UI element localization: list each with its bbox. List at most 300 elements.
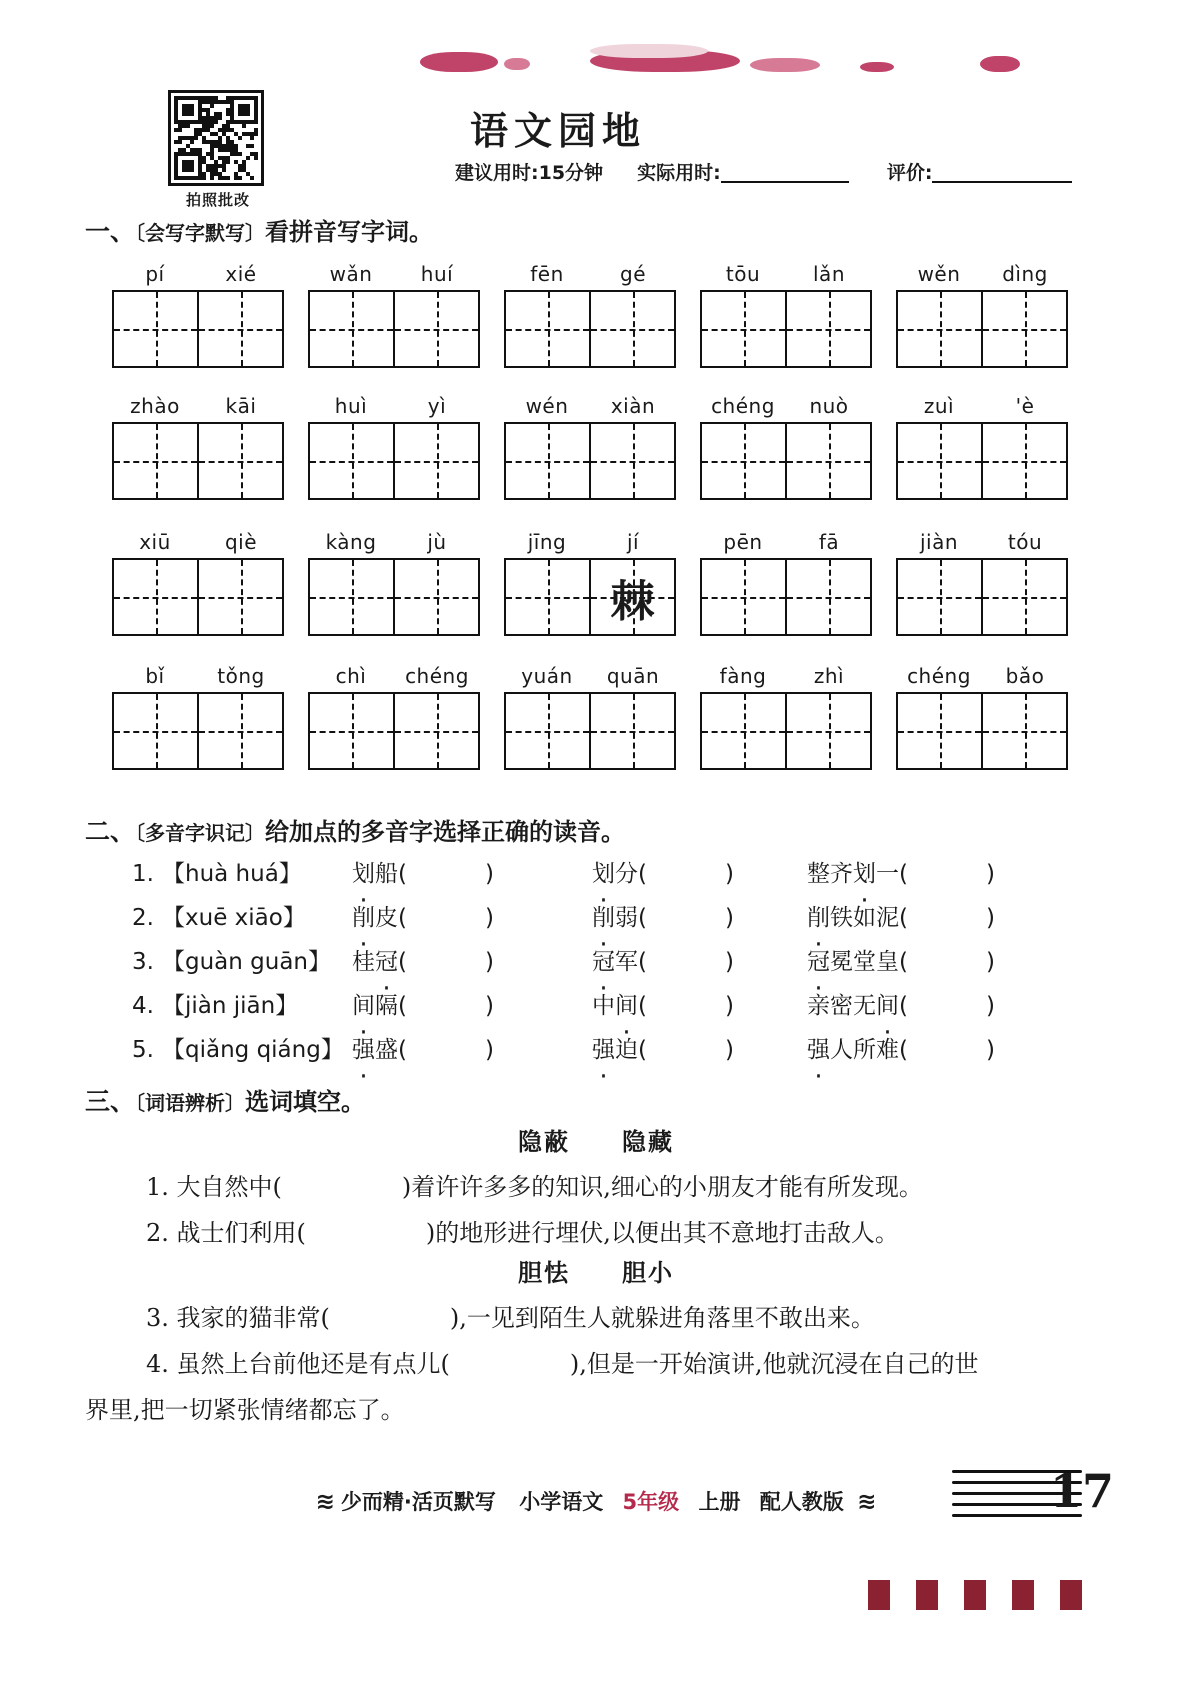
word-character: 难 bbox=[876, 1037, 899, 1063]
pinyin-word-group bbox=[896, 660, 1068, 770]
answer-paren-open: ( bbox=[398, 861, 407, 887]
pinyin-syllable: yuán bbox=[521, 664, 573, 688]
page-number: 17 bbox=[1049, 1464, 1114, 1518]
pinyin-label bbox=[896, 390, 1068, 422]
answer-paren-close: ) bbox=[985, 1037, 995, 1063]
pinyin-syllable: chéng bbox=[711, 394, 775, 418]
actual-time-input[interactable] bbox=[721, 181, 849, 183]
answer-paren-close: ) bbox=[724, 861, 734, 887]
polyphone-item bbox=[352, 899, 592, 932]
answer-paren-open: ( bbox=[638, 949, 647, 975]
section-2-number: 二、 bbox=[85, 817, 136, 846]
word-character: 冕 bbox=[830, 949, 853, 975]
tianzige-cell[interactable] bbox=[591, 424, 674, 498]
qr-code-label: 拍照批改 bbox=[185, 191, 250, 209]
pinyin-syllable: xiū bbox=[139, 530, 171, 554]
word-character: 皮 bbox=[375, 905, 398, 931]
pinyin-syllable: fā bbox=[818, 530, 840, 554]
polyphone-row bbox=[132, 987, 1092, 1020]
polyphone-item bbox=[807, 899, 995, 932]
pinyin-word-group bbox=[504, 390, 676, 500]
pinyin-syllable: qiè bbox=[224, 530, 258, 554]
footer-volume: 上册 bbox=[698, 1490, 741, 1514]
tianzige-cell[interactable] bbox=[983, 560, 1066, 634]
pinyin-syllable: tōu bbox=[725, 262, 761, 286]
tianzige-cell[interactable] bbox=[506, 292, 591, 366]
dotted-character: 间 bbox=[876, 993, 899, 1019]
pinyin-syllable: pēn bbox=[723, 530, 763, 554]
pinyin-word-group bbox=[700, 526, 872, 636]
pinyin-word-group bbox=[700, 660, 872, 770]
pinyin-label bbox=[504, 660, 676, 692]
word-character: 一 bbox=[876, 861, 899, 887]
tianzige-box-pair[interactable] bbox=[504, 692, 676, 770]
pinyin-label bbox=[504, 390, 676, 422]
answer-paren-close: ) bbox=[724, 993, 734, 1019]
pinyin-syllable: chéng bbox=[907, 664, 971, 688]
q1-suffix: )着许许多多的知识,细心的小朋友才能有所发现。 bbox=[401, 1173, 923, 1201]
answer-paren-close: ) bbox=[985, 861, 995, 887]
row-index: 3. bbox=[132, 949, 154, 975]
polyphone-item bbox=[592, 943, 807, 976]
row-index: 2. bbox=[132, 905, 154, 931]
pinyin-label bbox=[308, 526, 480, 558]
word-character: 弱 bbox=[615, 905, 638, 931]
polyphone-item bbox=[807, 855, 995, 888]
pinyin-syllable: tǒng bbox=[217, 664, 265, 688]
pinyin-syllable: xié bbox=[225, 262, 257, 286]
dotted-character: 划 bbox=[853, 861, 876, 887]
tianzige-cell[interactable] bbox=[395, 694, 478, 768]
word-option-yinbi: 隐蔽 bbox=[518, 1128, 570, 1156]
footer-subject: 小学语文 bbox=[519, 1490, 604, 1514]
row-index: 1. bbox=[132, 861, 154, 887]
rating-label: 评价: bbox=[886, 162, 933, 184]
pinyin-syllable: huì bbox=[334, 394, 368, 418]
pinyin-word-group bbox=[308, 258, 480, 368]
pinyin-word-group bbox=[896, 526, 1068, 636]
pinyin-label bbox=[700, 660, 872, 692]
tianzige-cell[interactable] bbox=[395, 560, 478, 634]
pinyin-label bbox=[308, 258, 480, 290]
answer-paren-open: ( bbox=[899, 905, 908, 931]
pinyin-label bbox=[308, 390, 480, 422]
polyphone-item bbox=[352, 943, 592, 976]
section-3-title: 选词填空。 bbox=[245, 1088, 366, 1116]
pinyin-syllable: tóu bbox=[1007, 530, 1043, 554]
word-character: 军 bbox=[615, 949, 638, 975]
q2-prefix: 2. 战士们利用( bbox=[146, 1219, 306, 1247]
tianzige-box-pair[interactable] bbox=[308, 422, 480, 500]
polyphone-item bbox=[807, 943, 995, 976]
pinyin-grid-row bbox=[112, 660, 1092, 788]
answer-paren-open: ( bbox=[398, 993, 407, 1019]
pinyin-label bbox=[112, 526, 284, 558]
word-character: 亲 bbox=[807, 993, 830, 1019]
suggested-time-label: 建议用时: bbox=[455, 162, 539, 184]
pinyin-syllable: jù bbox=[427, 530, 447, 554]
word-character: 中 bbox=[592, 993, 615, 1019]
polyphone-item bbox=[592, 899, 807, 932]
tianzige-cell[interactable] bbox=[787, 292, 870, 366]
tianzige-cell[interactable] bbox=[787, 424, 870, 498]
tianzige-cell[interactable] bbox=[591, 560, 674, 634]
section-1-heading bbox=[85, 212, 433, 248]
section-3-question-1 bbox=[146, 1167, 923, 1202]
pinyin-word-group bbox=[112, 526, 284, 636]
section-1-tag: 〔会写字默写〕 bbox=[135, 221, 266, 245]
tianzige-cell[interactable] bbox=[983, 292, 1066, 366]
pronunciation-options: 【xuē xiāo】 bbox=[162, 905, 306, 931]
dotted-character: 强 bbox=[807, 1037, 830, 1063]
pinyin-syllable: gé bbox=[620, 262, 646, 286]
tianzige-cell[interactable] bbox=[395, 424, 478, 498]
pinyin-syllable: wén bbox=[525, 394, 569, 418]
pinyin-label bbox=[896, 526, 1068, 558]
polyphone-item bbox=[592, 855, 807, 888]
dotted-character: 强 bbox=[592, 1037, 615, 1063]
word-option-danxiao: 胆小 bbox=[622, 1259, 674, 1287]
tianzige-box-pair[interactable] bbox=[112, 422, 284, 500]
word-character: 铁 bbox=[830, 905, 853, 931]
tianzige-cell[interactable] bbox=[506, 694, 591, 768]
word-character: 人 bbox=[830, 1037, 853, 1063]
pinyin-syllable: nuò bbox=[809, 394, 849, 418]
pinyin-syllable: huí bbox=[420, 262, 454, 286]
tianzige-cell[interactable] bbox=[114, 694, 199, 768]
tianzige-cell[interactable] bbox=[114, 424, 199, 498]
answer-paren-close: ) bbox=[484, 949, 494, 975]
tianzige-cell[interactable] bbox=[702, 292, 787, 366]
pinyin-syllable: pí bbox=[145, 262, 165, 286]
written-character: 棘 bbox=[610, 576, 655, 627]
word-option-yincang: 隐藏 bbox=[622, 1128, 674, 1156]
pinyin-syllable: 'è bbox=[1015, 394, 1035, 418]
pinyin-syllable: yì bbox=[427, 394, 447, 418]
tianzige-cell[interactable] bbox=[898, 292, 983, 366]
swatch-4 bbox=[1012, 1580, 1034, 1610]
pinyin-syllable: xiàn bbox=[610, 394, 656, 418]
dotted-character: 划 bbox=[592, 861, 615, 887]
pinyin-syllable: kàng bbox=[325, 530, 377, 554]
qr-code-icon[interactable] bbox=[168, 90, 264, 186]
dotted-character: 强 bbox=[352, 1037, 375, 1063]
section-3-heading bbox=[85, 1082, 365, 1118]
pinyin-label bbox=[700, 526, 872, 558]
section-3-question-2 bbox=[146, 1213, 899, 1248]
answer-paren-close: ) bbox=[985, 905, 995, 931]
pinyin-syllable: jīng bbox=[527, 530, 567, 554]
pinyin-syllable: fàng bbox=[719, 664, 767, 688]
pinyin-word-group bbox=[896, 258, 1068, 368]
dotted-character: 冠 bbox=[375, 949, 398, 975]
pinyin-label bbox=[112, 390, 284, 422]
answer-paren-open: ( bbox=[638, 861, 647, 887]
pinyin-syllable: zhào bbox=[130, 394, 180, 418]
pronunciation-options: 【guàn guān】 bbox=[162, 949, 332, 975]
section-2-title: 给加点的多音字选择正确的读音。 bbox=[265, 818, 626, 846]
pinyin-syllable: wǎn bbox=[329, 262, 373, 286]
dotted-character: 间 bbox=[352, 993, 375, 1019]
tianzige-box-pair[interactable] bbox=[308, 558, 480, 636]
pinyin-grid-row bbox=[112, 258, 1092, 386]
q3-suffix: ),一见到陌生人就躲进角落里不敢出来。 bbox=[449, 1304, 875, 1332]
pinyin-word-group bbox=[308, 390, 480, 500]
pinyin-word-group bbox=[896, 390, 1068, 500]
tianzige-cell[interactable] bbox=[983, 694, 1066, 768]
wave-icon-right: ≋ bbox=[857, 1489, 877, 1515]
answer-paren-close: ) bbox=[724, 905, 734, 931]
pinyin-syllable: chéng bbox=[405, 664, 469, 688]
word-character: 船 bbox=[375, 861, 398, 887]
answer-paren-open: ( bbox=[638, 905, 647, 931]
pinyin-word-group bbox=[308, 526, 480, 636]
tianzige-cell[interactable] bbox=[506, 560, 591, 634]
word-character: 密 bbox=[830, 993, 853, 1019]
word-character: 桂 bbox=[352, 949, 375, 975]
tianzige-cell[interactable] bbox=[898, 424, 983, 498]
section-1-number: 一、 bbox=[85, 217, 136, 246]
tianzige-box-pair[interactable] bbox=[112, 290, 284, 368]
answer-paren-open: ( bbox=[899, 993, 908, 1019]
tianzige-cell[interactable] bbox=[591, 292, 674, 366]
word-choice-group-2-options bbox=[0, 1253, 1192, 1288]
tianzige-box-pair[interactable] bbox=[896, 422, 1068, 500]
answer-paren-close: ) bbox=[985, 993, 995, 1019]
pinyin-word-group bbox=[504, 526, 676, 636]
pinyin-syllable: bǎo bbox=[1005, 664, 1045, 688]
tianzige-cell[interactable] bbox=[591, 694, 674, 768]
answer-paren-open: ( bbox=[638, 1037, 647, 1063]
pinyin-word-group bbox=[700, 390, 872, 500]
tianzige-cell[interactable] bbox=[898, 560, 983, 634]
pronunciation-options: 【huà huá】 bbox=[162, 861, 302, 887]
pinyin-syllable: fēn bbox=[530, 262, 564, 286]
word-character: 所 bbox=[853, 1037, 876, 1063]
polyphone-row bbox=[132, 899, 1092, 932]
worksheet-meta bbox=[455, 158, 1072, 185]
pinyin-syllable: jiàn bbox=[919, 530, 959, 554]
tianzige-cell[interactable] bbox=[702, 424, 787, 498]
dotted-character: 削 bbox=[352, 905, 375, 931]
pinyin-label bbox=[700, 390, 872, 422]
tianzige-box-pair[interactable] bbox=[308, 290, 480, 368]
tianzige-box-pair[interactable] bbox=[308, 692, 480, 770]
rating-input[interactable] bbox=[932, 181, 1072, 183]
tianzige-box-pair[interactable] bbox=[504, 422, 676, 500]
qr-code-block[interactable] bbox=[168, 90, 268, 210]
answer-paren-close: ) bbox=[724, 1037, 734, 1063]
dotted-character: 间 bbox=[615, 993, 638, 1019]
pinyin-syllable: dìng bbox=[1002, 262, 1048, 286]
pinyin-syllable: kāi bbox=[225, 394, 257, 418]
answer-paren-open: ( bbox=[398, 905, 407, 931]
tianzige-cell[interactable] bbox=[199, 424, 282, 498]
word-character: 齐 bbox=[830, 861, 853, 887]
polyphone-row bbox=[132, 943, 1092, 976]
pinyin-syllable: zuì bbox=[923, 394, 955, 418]
answer-paren-close: ) bbox=[484, 993, 494, 1019]
swatch-3 bbox=[964, 1580, 986, 1610]
pinyin-grid-row bbox=[112, 526, 1092, 654]
polyphone-item bbox=[592, 987, 807, 1020]
tianzige-cell[interactable] bbox=[114, 560, 199, 634]
suggested-time-value: 15分钟 bbox=[538, 162, 604, 184]
pinyin-word-group bbox=[112, 390, 284, 500]
tianzige-cell[interactable] bbox=[787, 694, 870, 768]
answer-paren-close: ) bbox=[985, 949, 995, 975]
tianzige-cell[interactable] bbox=[983, 424, 1066, 498]
dotted-character: 冠 bbox=[807, 949, 830, 975]
footer-series: 少而精·活页默写 bbox=[340, 1490, 496, 1514]
swatch-2 bbox=[916, 1580, 938, 1610]
row-index: 4. bbox=[132, 993, 154, 1019]
word-character: 皇 bbox=[876, 949, 899, 975]
pinyin-word-group bbox=[308, 660, 480, 770]
tianzige-cell[interactable] bbox=[199, 560, 282, 634]
pinyin-label bbox=[700, 258, 872, 290]
dotted-character: 削 bbox=[807, 905, 830, 931]
q3-prefix: 3. 我家的猫非常( bbox=[146, 1304, 330, 1332]
dotted-character: 划 bbox=[352, 861, 375, 887]
color-swatches bbox=[868, 1580, 1082, 1610]
tianzige-box-pair[interactable] bbox=[504, 290, 676, 368]
tianzige-box-pair[interactable] bbox=[112, 692, 284, 770]
pinyin-label bbox=[504, 526, 676, 558]
swatch-5 bbox=[1060, 1580, 1082, 1610]
word-character: 无 bbox=[853, 993, 876, 1019]
polyphone-item bbox=[807, 987, 995, 1020]
tianzige-cell[interactable] bbox=[506, 424, 591, 498]
tianzige-cell[interactable] bbox=[114, 292, 199, 366]
polyphone-row bbox=[132, 855, 1092, 888]
pinyin-label bbox=[308, 660, 480, 692]
tianzige-cell[interactable] bbox=[310, 292, 395, 366]
word-choice-group-1-options bbox=[0, 1122, 1192, 1157]
pinyin-word-group bbox=[700, 258, 872, 368]
tianzige-cell[interactable] bbox=[702, 694, 787, 768]
answer-paren-open: ( bbox=[638, 993, 647, 1019]
actual-time-label: 实际用时: bbox=[637, 162, 721, 184]
pinyin-syllable: zhì bbox=[813, 664, 845, 688]
word-character: 整 bbox=[807, 861, 830, 887]
tianzige-cell[interactable] bbox=[395, 292, 478, 366]
section-1-title: 看拼音写字词。 bbox=[265, 218, 434, 246]
row-index: 5. bbox=[132, 1037, 154, 1063]
tianzige-box-pair[interactable] bbox=[504, 558, 676, 636]
polyphone-item bbox=[352, 987, 592, 1020]
tianzige-cell[interactable] bbox=[310, 560, 395, 634]
pinyin-word-group bbox=[112, 660, 284, 770]
pinyin-syllable: lǎn bbox=[813, 262, 845, 286]
tianzige-cell[interactable] bbox=[310, 694, 395, 768]
section-3-question-3 bbox=[146, 1298, 875, 1333]
polyphone-item bbox=[352, 1031, 592, 1064]
pinyin-syllable: bǐ bbox=[145, 664, 165, 688]
page-title: 语文园地 bbox=[470, 109, 647, 153]
pinyin-syllable: quān bbox=[606, 664, 660, 688]
pinyin-label bbox=[896, 258, 1068, 290]
tianzige-box-pair[interactable] bbox=[896, 290, 1068, 368]
q1-prefix: 1. 大自然中( bbox=[146, 1173, 282, 1201]
tianzige-box-pair[interactable] bbox=[700, 692, 872, 770]
pronunciation-options: 【qiǎng qiáng】 bbox=[162, 1037, 344, 1063]
q4-prefix: 4. 虽然上台前他还是有点儿( bbox=[146, 1350, 450, 1378]
tianzige-box-pair[interactable] bbox=[700, 290, 872, 368]
pinyin-grid-row bbox=[112, 390, 1092, 518]
pinyin-word-group bbox=[504, 258, 676, 368]
tianzige-cell[interactable] bbox=[702, 560, 787, 634]
answer-paren-open: ( bbox=[899, 1037, 908, 1063]
footer-edition: 配人教版 bbox=[759, 1490, 844, 1514]
tianzige-box-pair[interactable] bbox=[700, 558, 872, 636]
word-character: 盛 bbox=[375, 1037, 398, 1063]
section-2-tag: 〔多音字识记〕 bbox=[135, 821, 266, 845]
tianzige-cell[interactable] bbox=[787, 560, 870, 634]
dotted-character: 削 bbox=[592, 905, 615, 931]
polyphone-row bbox=[132, 1031, 1092, 1064]
word-character: 分 bbox=[615, 861, 638, 887]
pinyin-syllable: jí bbox=[626, 530, 640, 554]
section-3-question-4-continuation: 界里,把一切紧张情绪都忘了。 bbox=[85, 1396, 405, 1424]
word-character: 隔 bbox=[375, 993, 398, 1019]
tianzige-box-pair[interactable] bbox=[896, 558, 1068, 636]
answer-paren-close: ) bbox=[724, 949, 734, 975]
tianzige-box-pair[interactable] bbox=[896, 692, 1068, 770]
swatch-1 bbox=[868, 1580, 890, 1610]
section-3-tag: 〔词语辨析〕 bbox=[135, 1091, 246, 1115]
answer-paren-open: ( bbox=[398, 1037, 407, 1063]
wave-icon-left: ≋ bbox=[315, 1489, 335, 1515]
answer-paren-close: ) bbox=[484, 905, 494, 931]
tianzige-box-pair[interactable] bbox=[112, 558, 284, 636]
tianzige-cell[interactable] bbox=[898, 694, 983, 768]
pinyin-word-group bbox=[112, 258, 284, 368]
section-3-number: 三、 bbox=[85, 1087, 136, 1116]
pinyin-label bbox=[896, 660, 1068, 692]
section-2-heading bbox=[85, 812, 625, 848]
pinyin-word-group bbox=[504, 660, 676, 770]
pronunciation-options: 【jiàn jiān】 bbox=[162, 993, 299, 1019]
polyphone-item bbox=[807, 1031, 995, 1064]
dotted-character: 冠 bbox=[592, 949, 615, 975]
answer-paren-open: ( bbox=[899, 861, 908, 887]
tianzige-cell[interactable] bbox=[199, 694, 282, 768]
polyphone-item bbox=[352, 855, 592, 888]
q4-suffix: ),但是一开始演讲,他就沉浸在自己的世 bbox=[569, 1350, 979, 1378]
answer-paren-open: ( bbox=[398, 949, 407, 975]
pinyin-label bbox=[504, 258, 676, 290]
pinyin-syllable: chì bbox=[335, 664, 367, 688]
tianzige-cell[interactable] bbox=[199, 292, 282, 366]
q2-suffix: )的地形进行埋伏,以便出其不意地打击敌人。 bbox=[425, 1219, 899, 1247]
pinyin-label bbox=[112, 258, 284, 290]
answer-paren-close: ) bbox=[484, 861, 494, 887]
word-character: 泥 bbox=[876, 905, 899, 931]
footer-grade: 5年级 bbox=[622, 1490, 680, 1514]
tianzige-box-pair[interactable] bbox=[700, 422, 872, 500]
answer-paren-open: ( bbox=[899, 949, 908, 975]
tianzige-cell[interactable] bbox=[310, 424, 395, 498]
word-character: 堂 bbox=[853, 949, 876, 975]
pinyin-label bbox=[112, 660, 284, 692]
word-character: 如 bbox=[853, 905, 876, 931]
pinyin-syllable: wěn bbox=[917, 262, 961, 286]
answer-paren-close: ) bbox=[484, 1037, 494, 1063]
decorative-brush-strokes bbox=[420, 42, 1060, 88]
section-3-question-4 bbox=[146, 1344, 979, 1379]
word-character: 迫 bbox=[615, 1037, 638, 1063]
